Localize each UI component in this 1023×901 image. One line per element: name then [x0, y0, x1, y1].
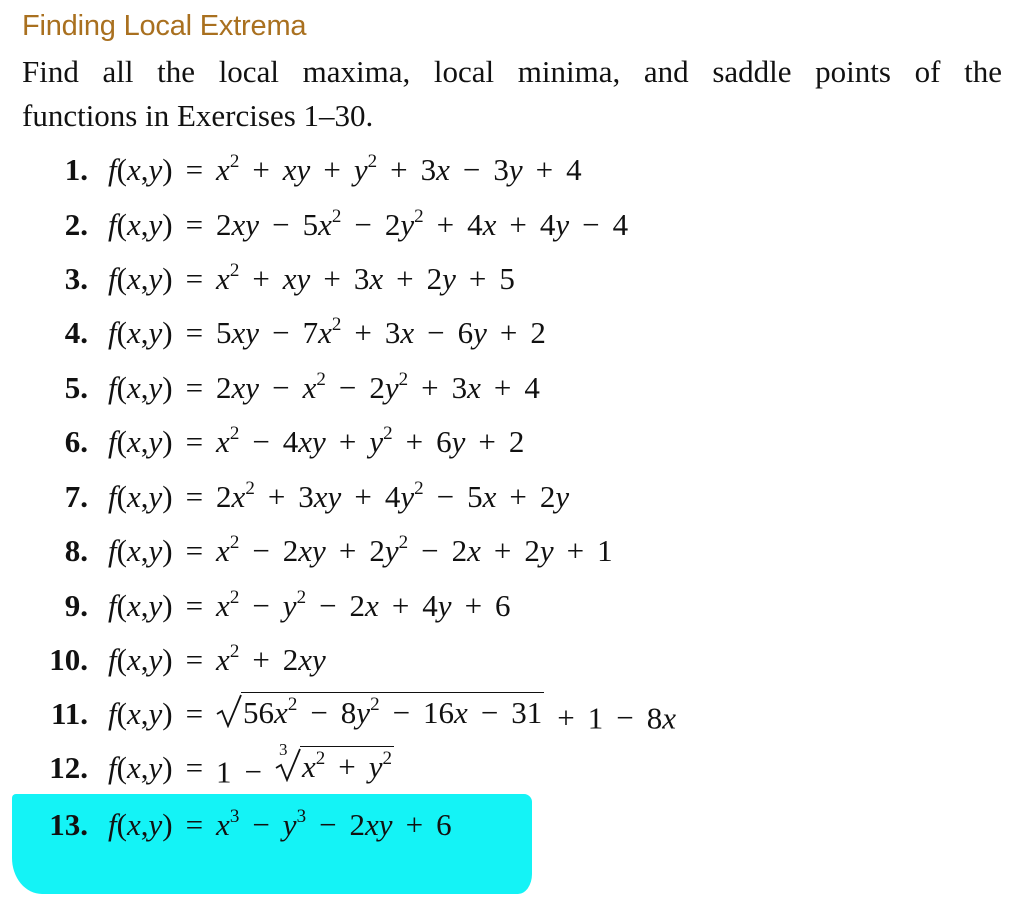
- exercise-item: [22, 422, 524, 462]
- equals-sign: =: [185, 696, 204, 731]
- function-expression: $x^2 - 4xy + y^2 + 6y + 2$: [216, 423, 525, 459]
- exercise-item: [22, 313, 546, 353]
- exercise-number: 4.: [64, 315, 88, 350]
- exercise-number: 12.: [49, 750, 88, 785]
- equals-sign: =: [185, 479, 204, 514]
- function-name: f(x,y): [108, 207, 173, 242]
- function-expression: $5xy - 7x^2 + 3x - 6y + 2$: [216, 314, 546, 350]
- exercise-number: 2.: [64, 207, 88, 242]
- function-name: f(x,y): [108, 696, 173, 731]
- function-expression: 1 − 3 $x^2 + y^2$: [216, 739, 393, 790]
- exercise-number: 8.: [64, 533, 88, 568]
- exercise-number: 1.: [64, 152, 88, 187]
- radical-sign-icon: [216, 694, 242, 728]
- equals-sign: =: [185, 424, 204, 459]
- function-name: f(x,y): [108, 807, 173, 842]
- function-name: f(x,y): [108, 370, 173, 405]
- equals-sign: =: [185, 807, 204, 842]
- exercise-item: [22, 640, 326, 680]
- function-expression: $56x^2 - 8y^2 - 16x - 31$ + 1 − 8x: [216, 692, 676, 737]
- exercise-item: [22, 586, 511, 626]
- instructions: [22, 50, 1002, 138]
- exercise-item: [22, 368, 540, 408]
- radicand: $x^2 + y^2$: [302, 747, 393, 784]
- function-expression: $x^2 + 2xy$: [216, 641, 326, 677]
- function-name: f(x,y): [108, 315, 173, 350]
- root-index: 3: [279, 739, 288, 759]
- function-expression: $2xy - x^2 - 2y^2 + 3x + 4$: [216, 369, 540, 405]
- function-expression: $x^2$ + xy + $y^2 + 3x - 3y + 4$: [216, 151, 582, 187]
- equals-sign: =: [185, 152, 204, 187]
- exercise-number: 5.: [64, 370, 88, 405]
- exercise-item: [22, 477, 569, 517]
- function-expression: $x^3 - y^3 - 2xy + 6$: [216, 806, 452, 842]
- instructions-line-1: Find all the local maxima, local minima, and saddle points of the: [22, 54, 1002, 89]
- equals-sign: =: [185, 588, 204, 623]
- exercise-number: 13.: [49, 807, 88, 842]
- exercise-number: 3.: [64, 261, 88, 296]
- function-expression: $2x^2 + 3xy + 4y^2 - 5x + 2y$: [216, 478, 570, 514]
- equals-sign: =: [185, 533, 204, 568]
- function-name: f(x,y): [108, 588, 173, 623]
- function-name: f(x,y): [108, 261, 173, 296]
- function-expression: $x^2 - y^2 - 2x + 4y + 6$: [216, 587, 511, 623]
- function-name: f(x,y): [108, 479, 173, 514]
- function-name: f(x,y): [108, 750, 173, 785]
- function-expression: $x^2$ + xy + 3x + 2y + 5: [216, 260, 515, 296]
- function-name: f(x,y): [108, 152, 173, 187]
- instructions-line-2: functions in Exercises 1–30.: [22, 98, 374, 133]
- equals-sign: =: [185, 207, 204, 242]
- square-root: [216, 692, 544, 731]
- equals-sign: =: [185, 642, 204, 677]
- exercise-number: 6.: [64, 424, 88, 459]
- radicand: $56x^2 - 8y^2 - 16x - 31$: [243, 693, 543, 730]
- function-expression: $x^2 - 2xy + 2y^2 - 2x + 2y + 1$: [216, 532, 613, 568]
- section-heading: Finding Local Extrema: [22, 10, 307, 42]
- exercise-item: [22, 150, 582, 190]
- exercise-number: 7.: [64, 479, 88, 514]
- exercise-item: [22, 739, 394, 790]
- exercise-item: [22, 805, 452, 845]
- equals-sign: =: [185, 370, 204, 405]
- function-name: f(x,y): [108, 533, 173, 568]
- function-name: f(x,y): [108, 642, 173, 677]
- exercise-number: 10.: [49, 642, 88, 677]
- equals-sign: =: [185, 261, 204, 296]
- cube-root: [275, 739, 394, 785]
- equals-sign: =: [185, 750, 204, 785]
- exercise-number: 9.: [64, 588, 88, 623]
- exercise-item: [22, 694, 676, 734]
- equals-sign: =: [185, 315, 204, 350]
- function-expression: $2xy - 5x^2 - 2y^2 + 4x + 4y - 4$: [216, 206, 629, 242]
- function-name: f(x,y): [108, 424, 173, 459]
- exercise-number: 11.: [50, 696, 88, 731]
- exercise-item: [22, 205, 628, 245]
- exercise-item: [22, 259, 515, 299]
- exercise-item: [22, 531, 613, 571]
